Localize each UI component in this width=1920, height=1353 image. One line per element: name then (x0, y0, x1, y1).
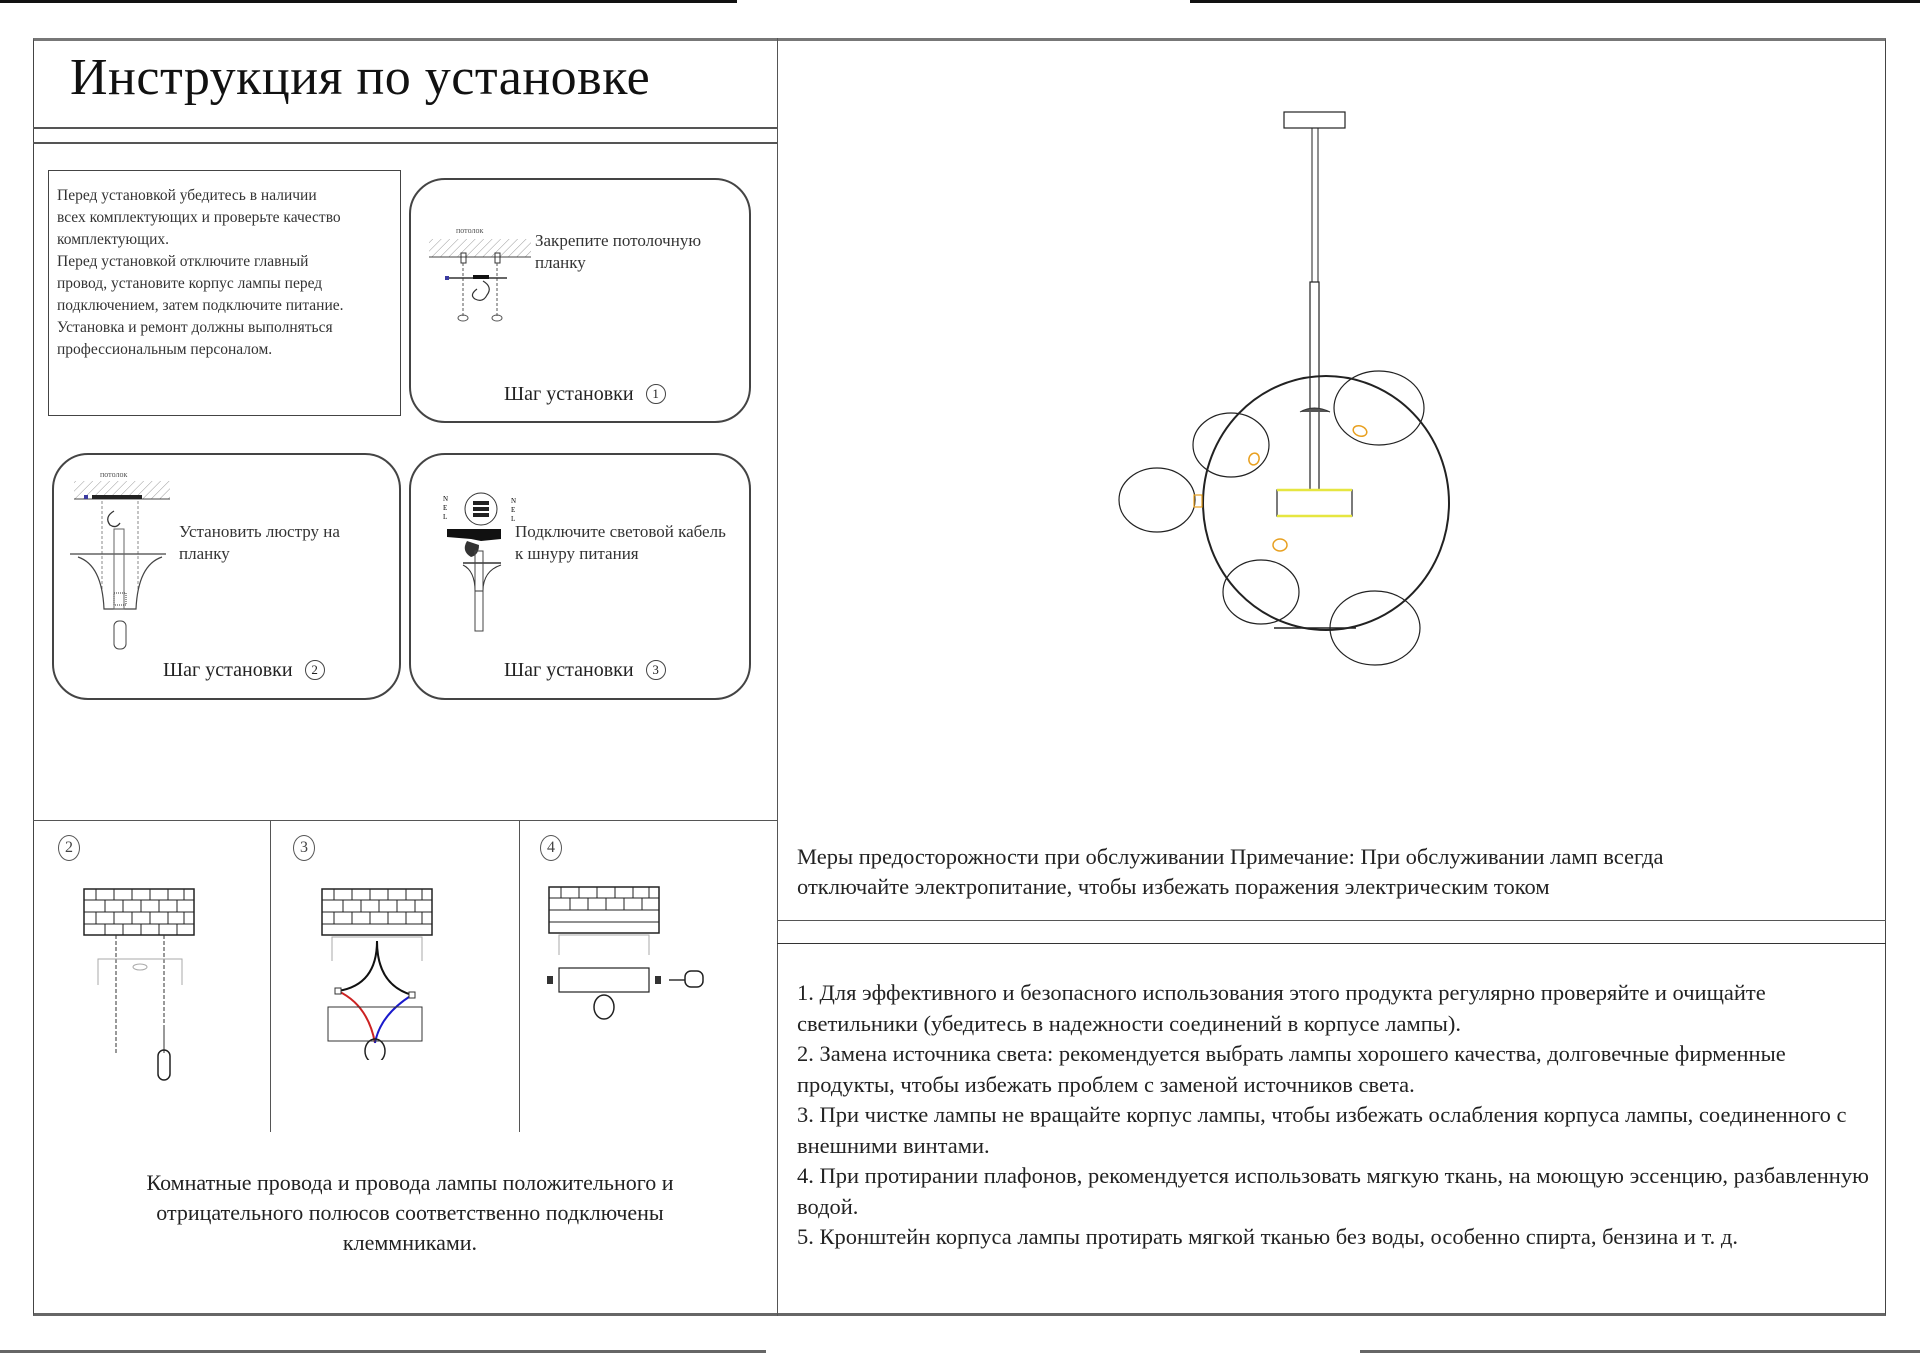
intro-note-line: Установка и ремонт должны выполняться (57, 319, 333, 336)
maintenance-warning: Меры предосторожности при обслуживании Примечание: При обслуживании ламп всегда отключайте электропитание, чтобы избежать поражения электрическим током (797, 844, 1664, 899)
intro-note-line: профессиональным персоналом. (57, 341, 273, 358)
crop-mark-top-right (1190, 0, 1920, 3)
center-divider (777, 38, 778, 1316)
step-number-badge: 2 (305, 660, 325, 680)
intro-note-line: всех комплектующих и проверьте качество (57, 209, 341, 226)
connect-wires-diagram-icon (318, 885, 438, 1060)
step-3-description: Подключите световой кабель к шнуру питания (515, 522, 726, 563)
wall-panel-divider-1 (270, 820, 271, 1132)
diagram-caption: потолок (456, 226, 484, 235)
wall-panel-number-3: 3 (293, 835, 315, 861)
wall-panel-number-4: 4 (540, 835, 562, 861)
svg-text:L: L (511, 515, 516, 523)
diagram-caption: потолок (100, 470, 128, 479)
intro-note-line: Перед установкой отключите главный (57, 253, 309, 270)
wall-panel-number-2: 2 (58, 835, 80, 861)
intro-note-box (48, 170, 401, 416)
intro-note-line: провод, установите корпус лампы перед (57, 275, 323, 292)
svg-text:L: L (443, 513, 448, 521)
svg-text:N: N (511, 497, 517, 505)
intro-note-line: Перед установкой убедитесь в наличии (57, 187, 317, 204)
step-2-label: Шаг установки 2 (163, 659, 325, 682)
hang-chandelier-diagram-icon (62, 469, 172, 659)
intro-note-line: подключением, затем подключите питание. (57, 297, 344, 314)
care-section-rule-2 (777, 943, 1886, 944)
svg-text:E: E (443, 504, 448, 512)
ceiling-mount-plate-diagram-icon (421, 225, 531, 325)
step-number-badge: 3 (646, 660, 666, 680)
wire-connection-diagram-icon (441, 491, 521, 641)
step-2-description: Установить люстру на планку (179, 522, 340, 563)
care-section-rule-1 (777, 920, 1886, 921)
step-3-label: Шаг установки 3 (504, 659, 666, 682)
pendant-bubble-lamp-drawing-icon (1100, 100, 1560, 720)
step-1-description: Закрепите потолочную планку (535, 231, 702, 272)
page-title: Инструкция по установке (70, 49, 651, 106)
fix-canopy-with-screws-diagram-icon (545, 883, 725, 1033)
care-instruction-item: 2. Замена источника света: рекомендуется выбрать лампы хорошего качества, долговечные фирменные продукты, чтобы избежать проблем с заменой источников света. (797, 1041, 1786, 1097)
crop-mark-top-left (0, 0, 737, 3)
care-instruction-item: 1. Для эффективного и безопасного использования этого продукта регулярно проверяйте и очищайте светильники (убедитесь в надежности соединений в корпусе лампы). (797, 980, 1766, 1036)
care-instruction-item: 5. Кронштейн корпуса лампы протирать мягкой тканью без воды, особенно спирта, бензина и т. д. (797, 1224, 1738, 1249)
step-card-2 (52, 453, 401, 700)
wiring-note: Комнатные провода и провода лампы положительного и отрицательного полюсов соответственно подключены клеммниками. (146, 1170, 674, 1255)
step-card-3 (409, 453, 751, 700)
care-instructions-list (797, 978, 1882, 1253)
screw-bracket-to-wall-diagram-icon (80, 885, 200, 1085)
svg-text:E: E (511, 506, 516, 514)
title-rule-1 (33, 127, 777, 129)
step-1-label: Шаг установки 1 (504, 383, 666, 406)
wall-panel-divider-2 (519, 820, 520, 1132)
svg-text:N: N (443, 495, 449, 503)
title-rule-2 (33, 142, 777, 144)
wall-panels-top-rule (33, 820, 777, 821)
care-instruction-item: 3. При чистке лампы не вращайте корпус лампы, чтобы избежать ослабления корпуса лампы, соединенного с внешними винтами. (797, 1102, 1847, 1158)
intro-note-line: комплектующих. (57, 231, 169, 248)
step-number-badge: 1 (646, 384, 666, 404)
step-card-1 (409, 178, 751, 423)
care-instruction-item: 4. При протирании плафонов, рекомендуется использовать мягкую ткань, на моющую эссенцию, разбавленную водой. (797, 1163, 1869, 1219)
